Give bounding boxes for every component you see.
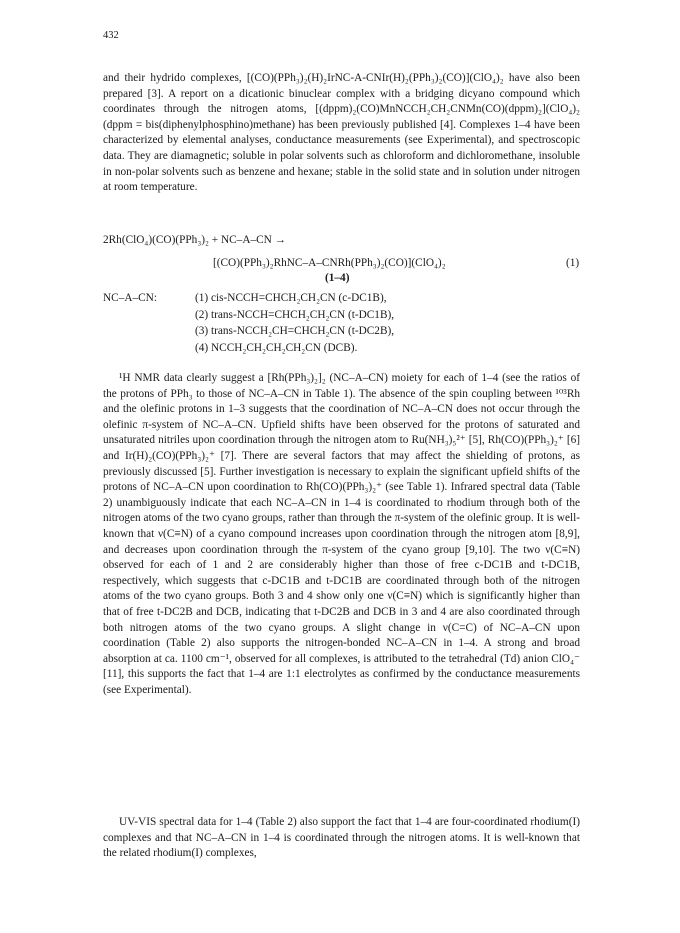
- paragraph-intro: [103, 71, 580, 196]
- paragraph-uv-vis: [103, 815, 580, 862]
- paragraph-text: ¹H NMR data clearly suggest a [Rh(PPh₃)₂]₂ (NC–A–CN) moiety for each of 1–4 (see the ratios of the protons of PPh₃ to those of NC–A–CN in Table 1). The absence of the spin coupling between ¹⁰³Rh and the olefinic protons in 1–3 suggests that the coordination of NC–A–CN does not occur through the olefinic π-system of NC–A–CN. Upfield shifts have been observed for the protons of saturated and unsaturated nitriles upon coordination through the nitrogen atom to Ru(NH₃)₅²⁺ [5], Rh(CO)(PPh₃)₂⁺ [6] and Ir(H)₂(CO)(PPh₃)₂⁺ [7]. There are several factors that may affect the shielding of protons, as previously discussed [5]. Further investigation is necessary to explain the significant upfield shifts of the protons of NC–A–CN upon coordination to Rh(CO)(PPh₃)₂⁺ (see Table 1). Infrared spectral data (Table 2) unambiguously indicate that each NC–A–CN in 1–4 is coordinated to rhodium through both of the nitrogen atoms of the two cyano groups, rather than through the π-system of the olefinic group. It is well-known that ν(C≡N) of a cyano compound increases upon coordination through the nitrogen atom [8,9], and decreases upon coordination through the π-system of the cyano group [9,10]. The two ν(C≡N) observed for each of 1 and 2 are considerably higher than those of free c-DC1B and t-DC1B, respectively, which suggests that c-DC1B and t-DC1B are coordinated through both of the nitrogen atoms of the two cyano groups. Both 3 and 4 show only one ν(C≡N) which is significantly higher than that of free t-DC2B and DCB, indicating that t-DC2B and DCB in 3 and 4 are also coordinated through both nitrogen atoms of the two cyano groups. A slight change in ν(C=C) of NC–A–CN upon coordination (Table 2) also supports the nitrogen-bonded NC–A–CN in 1–4. A strong and broad absorption at ca. 1100 cm⁻¹, observed for all complexes, is attributed to the tetrahedral (Td) anion ClO₄⁻ [11], this supports the fact that 1–4 are 1:1 electrolytes as confirmed by the conductance measurements (see Experimental).: [103, 372, 580, 696]
- equation-number: (1): [566, 257, 580, 269]
- page-number: 432: [103, 30, 119, 41]
- ligand-item: (3) trans-NCCH₂CH=CHCH₂CN (t-DC2B),: [195, 325, 395, 337]
- equation-product: [(CO)(PPh₃)₂RhNC–A–CNRh(PPh₃)₂(CO)](ClO₄)₂: [213, 257, 446, 269]
- ligand-item: (2) trans-NCCH=CHCH₂CH₂CN (t-DC1B),: [195, 309, 395, 321]
- equation-reactants: 2Rh(ClO₄)(CO)(PPh₃)₂ + NC–A–CN →: [103, 234, 286, 246]
- equation-product-label: (1–4): [325, 272, 350, 284]
- paragraph-text: and their hydrido complexes, [(CO)(PPh₃)₂(H)₂IrNC-A-CNIr(H)₂(PPh₃)₂(CO)](ClO₄)₂ have also been prepared [3]. A report on a dicationic binuclear complex with a bridging dicyano compound which coordinates through the nitrogen atoms, [(dppm)₂(CO)MnNCCH₂CH₂CNMn(CO)(dppm)₂](ClO₄)₂ (dppm = bis(diphenylphosphino)methane) has been previously published [4]. Complexes 1–4 have been characterized by elemental analyses, conductance measurements (see Experimental), and spectroscopic data. They are diamagnetic; soluble in polar solvents such as chloroform and dichloromethane, insoluble in non-polar solvents such as benzene and hexane; stable in the solid state and in solution under nitrogen at room temperature.: [103, 72, 580, 194]
- ligand-item: (1) cis-NCCH=CHCH₂CH₂CN (c-DC1B),: [195, 292, 387, 304]
- paragraph-text: UV-VIS spectral data for 1–4 (Table 2) also support the fact that 1–4 are four-coordinated rhodium(I) complexes and that NC–A–CN in 1–4 is coordinated through the nitrogen atoms. It is well-known that the related rhodium(I) complexes,: [103, 816, 580, 860]
- paragraph-nmr-ir: [103, 371, 580, 698]
- ligand-heading: NC–A–CN:: [103, 292, 157, 304]
- ligand-item: (4) NCCH₂CH₂CH₂CH₂CN (DCB).: [195, 342, 358, 354]
